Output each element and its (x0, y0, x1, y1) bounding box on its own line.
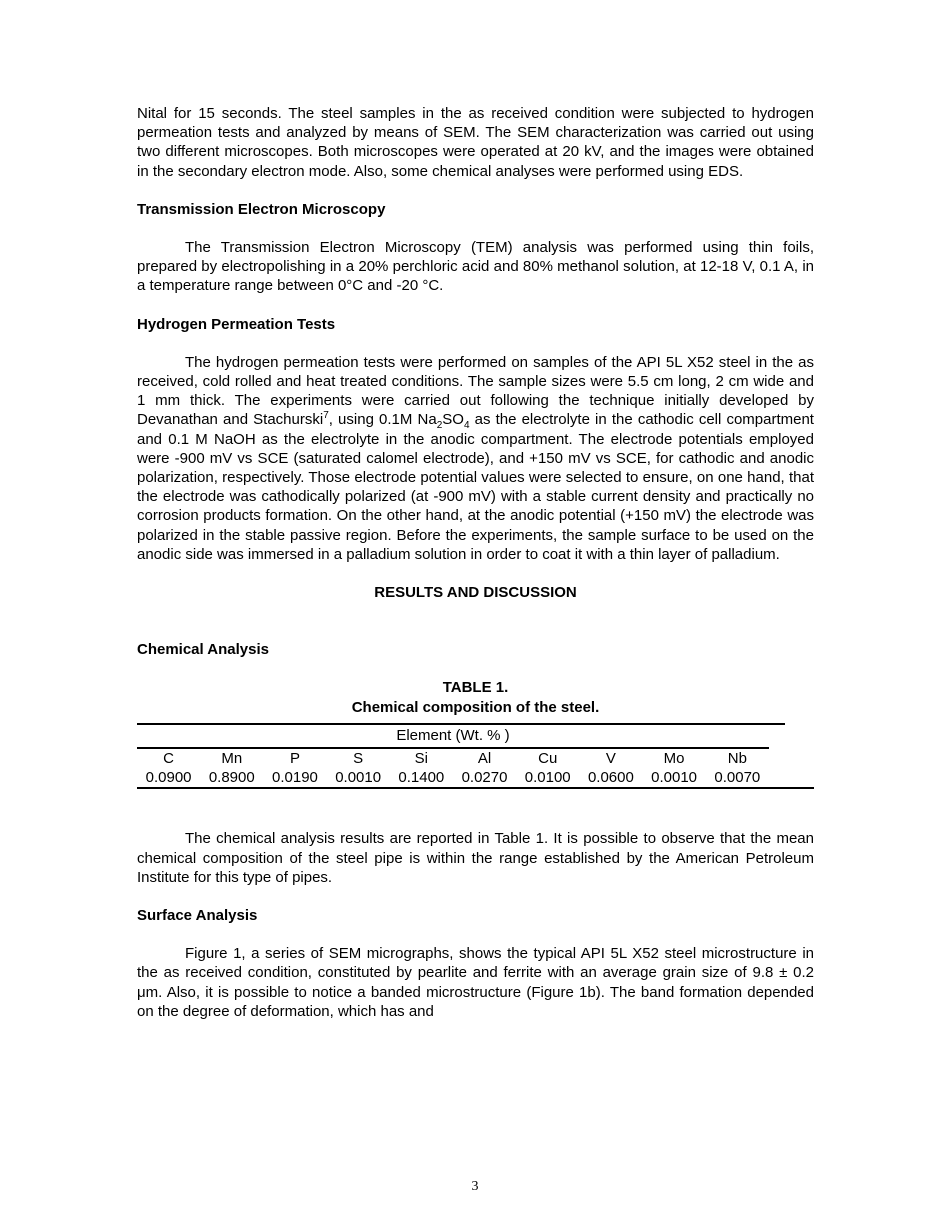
heading-chemical-analysis: Chemical Analysis (137, 641, 270, 659)
paragraph-surface-analysis: Figure 1, a series of SEM micrographs, shows the typical API 5L X52 steel microstructure in the as received condition, constituted by pearlite and ferrite with an average grain size of 9.8 ± 0.2 μm. Also, it is possible to notice a banded microstructure (Figure 1b). The band formation depended on the degree of deformation, which has and (137, 945, 814, 1020)
hpt-text-1: The hydrogen permeation tests were performed on samples of the API 5L X52 steel in the as received, cold rolled and heat treated conditions. The sample sizes were 5.5 cm long, 2 cm wide and 1 mm thick. The experiments were carried out following the technique initially developed by Devanathan and Stachurski (137, 353, 814, 429)
reference-superscript: 7 (323, 410, 329, 422)
value-cell: 0.0100 (524, 769, 571, 787)
subscript-4: 4 (463, 420, 470, 432)
hpt-text-2: , using 0.1M Na (328, 411, 437, 429)
value-cell: 0.0270 (461, 769, 508, 787)
value-cell: 0.0900 (145, 769, 192, 787)
element-cell: Si (414, 750, 429, 768)
paragraph-chemical-analysis: The chemical analysis results are reported in Table 1. It is possible to observe that the mean chemical composition of the steel pipe is within the range established by the American Petroleum Institute for this type of pipes. (137, 830, 814, 886)
value-cell: 0.1400 (398, 769, 445, 787)
hpt-text-3: SO (442, 411, 464, 429)
value-cell: 0.0010 (335, 769, 382, 787)
page-number: 3 (471, 1179, 479, 1194)
heading-tem: Transmission Electron Microscopy (137, 200, 386, 218)
paragraph-hydrogen-permeation (137, 353, 814, 564)
element-cell: Nb (727, 750, 747, 768)
element-cell: Mo (663, 750, 685, 768)
value-cell: 0.0010 (651, 769, 698, 787)
hpt-text-4: as the electrolyte in the cathodic cell compartment and 0.1 M NaOH as the electrolyte in the anodic compartment. The electrode potentials employed were -900 mV vs SCE (saturated calomel electrode), and +150 mV vs SCE, for cathodic and anodic polarization, respectively. Those electrode potential values were selected to ensure, on one hand, that the electrode was cathodically polarized (at -900 mV) with a stable current density and practically no corrosion products formation. On the other hand, at the anodic potential (+150 mV) the electrode was polarized in the stable passive region. Before the experiments, the sample surface to be used on the anodic side was immersed in a palladium solution in order to coat it with a thin layer of palladium. (137, 411, 814, 563)
element-header-row (137, 749, 814, 768)
element-cell: V (605, 750, 616, 768)
heading-hydrogen-permeation: Hydrogen Permeation Tests (137, 315, 336, 333)
value-cell: 0.0190 (272, 769, 318, 787)
section-results-and-discussion: RESULTS AND DISCUSSION (374, 584, 577, 602)
page-body (137, 104, 814, 1021)
element-cell: P (289, 750, 300, 768)
composition-table (137, 725, 814, 789)
value-cell: 0.0600 (587, 769, 634, 787)
element-cell: Cu (538, 750, 558, 768)
value-cell: 0.0070 (714, 769, 761, 787)
element-cell: Al (477, 750, 492, 768)
value-row (137, 768, 814, 787)
element-cell: S (353, 750, 364, 768)
paragraph-sem-methods: Nital for 15 seconds. The steel samples in the as received condition were subjected to hydrogen permeation tests and analyzed by means of SEM. The SEM characterization was carried out using two different microscopes. Both microscopes were operated at 20 kV, and the images were obtained in the secondary electron mode. Also, some chemical analyses were performed using EDS. (137, 105, 814, 180)
heading-surface-analysis: Surface Analysis (137, 907, 258, 925)
value-cell: 0.8900 (208, 769, 255, 787)
table-number: TABLE 1. (442, 679, 509, 697)
subscript-2: 2 (436, 420, 443, 432)
paragraph-tem: The Transmission Electron Microscopy (TEM) analysis was performed using thin foils, prepared by electropolishing in a 20% perchloric acid and 80% methanol solution, at 12-18 V, 0.1 A, in a temperature range between 0°C and -20 °C. (137, 239, 814, 295)
element-cell: Mn (221, 750, 243, 768)
table-group-header: Element (Wt. % ) (396, 727, 510, 745)
table-caption: Chemical composition of the steel. (351, 698, 600, 716)
element-cell: C (163, 750, 175, 768)
